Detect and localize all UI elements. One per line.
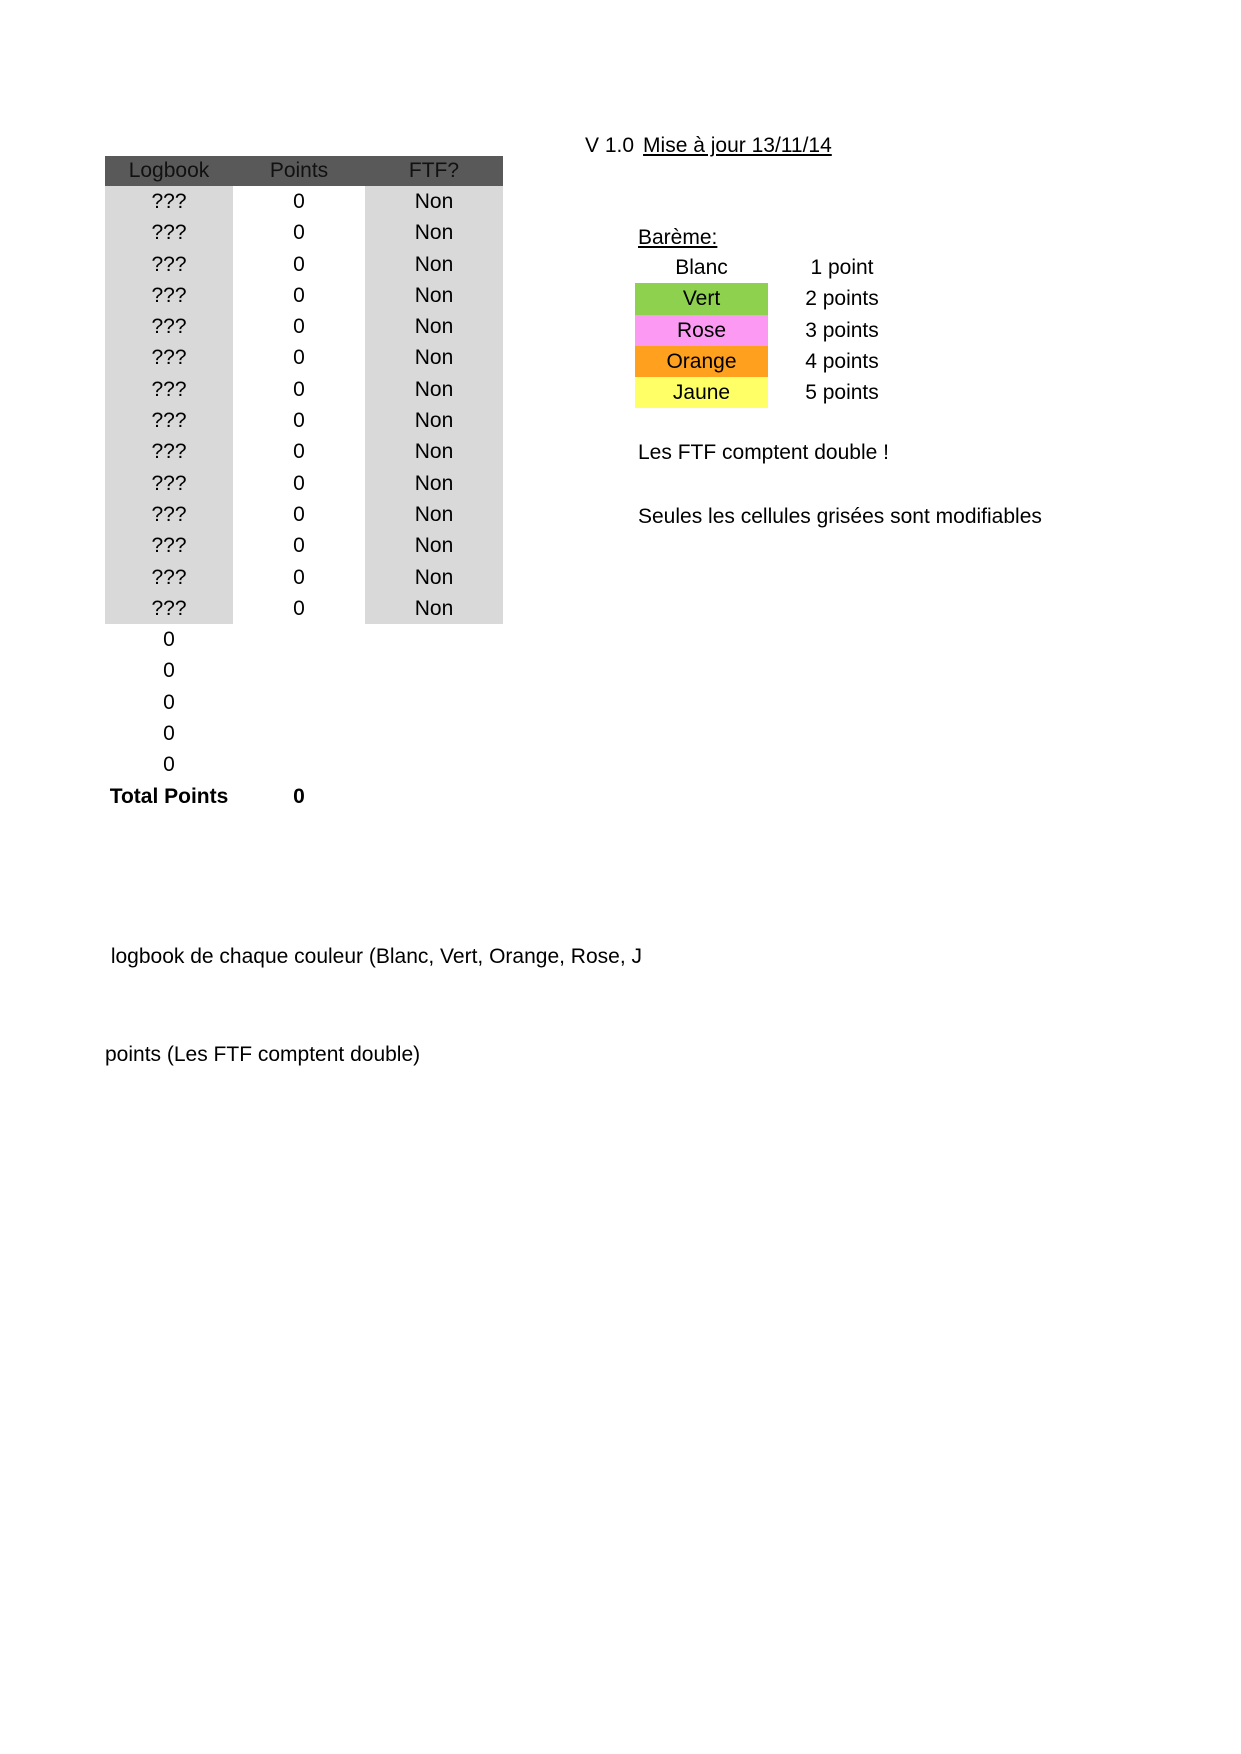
points-cell: 0 [293, 440, 305, 464]
table-row [105, 280, 503, 311]
points-cell: 0 [293, 565, 305, 589]
logbook-cell[interactable]: ??? [105, 280, 233, 311]
bareme-swatch-jaune: Jaune [635, 377, 768, 408]
bareme-row [635, 315, 908, 346]
bareme-row [635, 346, 908, 377]
logbook-cell[interactable]: ??? [105, 374, 233, 405]
points-cell: 0 [293, 377, 305, 401]
points-cell: 0 [293, 252, 305, 276]
bareme-legend [635, 252, 908, 408]
logbook-cell[interactable]: ??? [105, 562, 233, 593]
update-date-label: Mise à jour 13/11/14 [643, 134, 832, 157]
table-row [105, 468, 503, 499]
empty-cell [365, 655, 503, 686]
bareme-swatch-orange: Orange [635, 346, 768, 377]
zero-row [105, 749, 503, 780]
ftf-cell[interactable]: Non [365, 311, 503, 342]
zero-row [105, 624, 503, 655]
logbook-cell[interactable]: ??? [105, 436, 233, 467]
zero-value-cell: 0 [163, 628, 175, 652]
ftf-cell[interactable]: Non [365, 374, 503, 405]
logbook-table-header [105, 156, 503, 186]
points-cell: 0 [293, 534, 305, 558]
bareme-swatch-vert: Vert [635, 283, 768, 314]
points-cell: 0 [293, 283, 305, 307]
logbook-cell[interactable]: ??? [105, 468, 233, 499]
version-label: V 1.0 [585, 134, 635, 157]
zero-value-cell: 0 [163, 690, 175, 714]
bareme-points-label: 4 points [805, 349, 879, 373]
zero-value-cell: 0 [163, 722, 175, 746]
points-cell: 0 [293, 346, 305, 370]
zero-row [105, 718, 503, 749]
logbook-cell[interactable]: ??? [105, 499, 233, 530]
ftf-cell[interactable]: Non [365, 280, 503, 311]
table-row [105, 562, 503, 593]
empty-cell [233, 718, 365, 749]
empty-cell [365, 749, 503, 780]
zero-value-cell: 0 [163, 659, 175, 683]
logbook-cell[interactable]: ??? [105, 249, 233, 280]
total-row-spacer [365, 781, 503, 812]
bareme-points-label: 3 points [805, 318, 879, 342]
points-cell: 0 [293, 221, 305, 245]
footer-line1: logbook de chaque couleur (Blanc, Vert, Orange, Rose, J [105, 945, 642, 968]
points-cell: 0 [293, 190, 305, 213]
editable-note: Seules les cellules grisées sont modifiables [638, 505, 1042, 528]
ftf-cell[interactable]: Non [365, 186, 503, 217]
table-row [105, 249, 503, 280]
empty-cell [365, 718, 503, 749]
points-cell: 0 [293, 502, 305, 526]
empty-cell [233, 655, 365, 686]
table-row [105, 530, 503, 561]
ftf-cell[interactable]: Non [365, 436, 503, 467]
zero-row [105, 687, 503, 718]
ftf-cell[interactable]: Non [365, 468, 503, 499]
total-points-value: 0 [293, 785, 305, 809]
logbook-table [105, 156, 503, 812]
table-row [105, 374, 503, 405]
table-row [105, 186, 503, 217]
extra-zero-rows [105, 624, 503, 780]
table-row [105, 593, 503, 624]
ftf-cell[interactable]: Non [365, 342, 503, 373]
ftf-cell[interactable]: Non [365, 405, 503, 436]
ftf-cell[interactable]: Non [365, 593, 503, 624]
logbook-cell[interactable]: ??? [105, 186, 233, 217]
header-ftf: FTF? [408, 159, 460, 182]
table-row [105, 311, 503, 342]
ftf-cell[interactable]: Non [365, 562, 503, 593]
logbook-cell[interactable]: ??? [105, 311, 233, 342]
logbook-cell[interactable]: ??? [105, 593, 233, 624]
table-row [105, 436, 503, 467]
logbook-cell[interactable]: ??? [105, 342, 233, 373]
footer-line2: points (Les FTF comptent double) [105, 1042, 421, 1066]
points-cell: 0 [293, 596, 305, 620]
footer-text [105, 876, 642, 1136]
logbook-table-body [105, 186, 503, 624]
header-logbook: Logbook [128, 159, 210, 182]
table-row [105, 342, 503, 373]
empty-cell [365, 687, 503, 718]
logbook-cell[interactable]: ??? [105, 217, 233, 248]
table-row [105, 499, 503, 530]
points-cell: 0 [293, 315, 305, 339]
ftf-cell[interactable]: Non [365, 249, 503, 280]
ftf-cell[interactable]: Non [365, 530, 503, 561]
bareme-points-label: 5 points [805, 381, 879, 405]
total-row [105, 781, 503, 812]
empty-cell [233, 624, 365, 655]
empty-cell [233, 749, 365, 780]
bareme-title: Barème: [638, 226, 718, 249]
bareme-row [635, 283, 908, 314]
points-cell: 0 [293, 471, 305, 495]
total-points-label: Total Points [109, 785, 229, 809]
empty-cell [365, 624, 503, 655]
table-row [105, 405, 503, 436]
empty-cell [233, 687, 365, 718]
ftf-cell[interactable]: Non [365, 499, 503, 530]
bareme-points-label: 1 point [810, 256, 874, 279]
bareme-points-label: 2 points [805, 287, 879, 311]
logbook-cell[interactable]: ??? [105, 530, 233, 561]
zero-row [105, 655, 503, 686]
zero-value-cell: 0 [163, 753, 175, 777]
bareme-row [635, 377, 908, 408]
logbook-cell[interactable]: ??? [105, 405, 233, 436]
header-points: Points [269, 159, 329, 182]
bareme-row [635, 252, 908, 283]
ftf-cell[interactable]: Non [365, 217, 503, 248]
points-cell: 0 [293, 409, 305, 433]
title-row [585, 133, 832, 159]
ftf-note: Les FTF comptent double ! [638, 441, 889, 464]
table-row [105, 217, 503, 248]
bareme-swatch-rose: Rose [635, 315, 768, 346]
bareme-swatch-blanc: Blanc [675, 256, 728, 279]
